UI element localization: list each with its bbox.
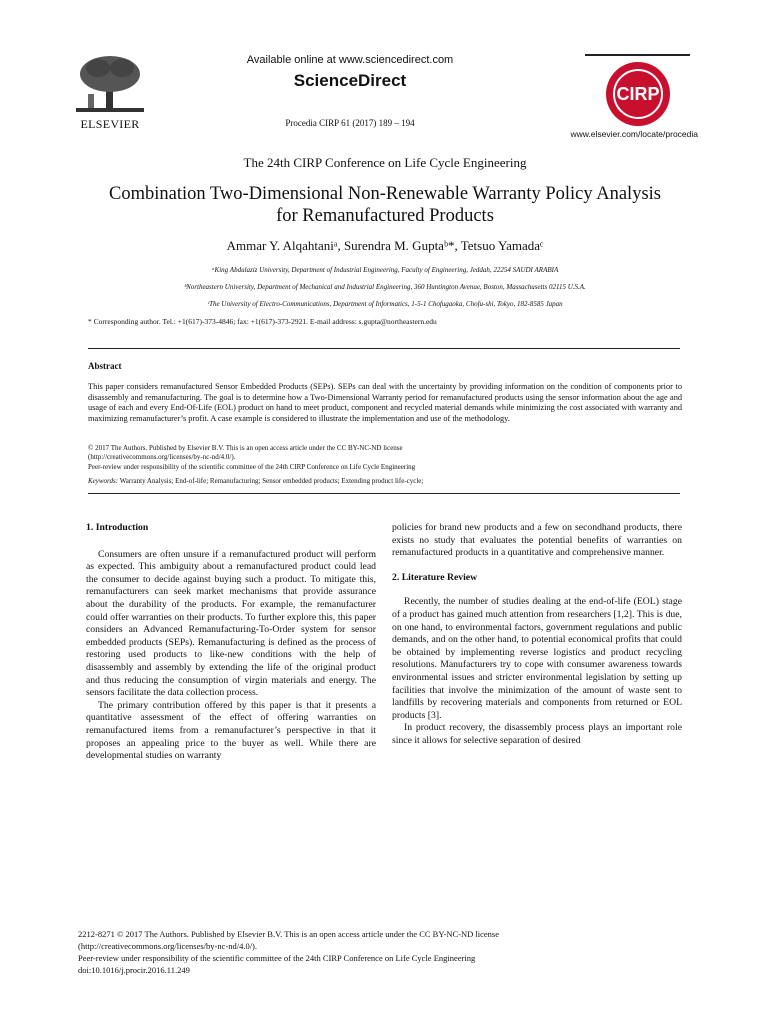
affiliation-a: ᵃKing Abdulaziz University, Department of Industrial Engineering, Faculty of Engineering, Jeddah, 22254 SAUDI ARABIA	[211, 266, 559, 274]
intro-paragraph-continued: policies for brand new products and a few on secondhand products, there exists no study that evaluates the potential benefits of warranties on remanufactured products in a quantitative and comprehensive manner.	[392, 522, 682, 559]
elsevier-tree-logo	[70, 54, 150, 116]
footer-peer-review: Peer-review under responsibility of the scientific committee of the 24th CIRP Conference on Life Cycle Engineering	[78, 953, 476, 963]
paper-title-line-1: Combination Two-Dimensional Non-Renewable Warranty Policy Analysis	[109, 184, 661, 204]
affiliation-c: ᶜThe University of Electro-Communications, Department of Informatics, 1-5-1 Chofugaoka, Chofu-shi, Tokyo, 182-8585 Japan	[207, 300, 563, 308]
abstract-heading: Abstract	[88, 361, 122, 371]
divider-top	[88, 348, 680, 349]
left-column	[86, 522, 376, 763]
abstract-text: This paper considers remanufactured Sensor Embedded Products (SEPs). SEPs can deal with the uncertainty by providing information on the condition of components prior to disassembly and remanufacturing. The goal is to determine how a Two-Dimensional Warranty period for remanufactured products using the sensor information about the age and usage of each and every End-Of-Life (EOL) product on hand to meet product, component and recycled material demands while minimizing the cost associated with warranty and maximizing remanufacturer’s profit. A case example is considered to illustrate the implementation and use of the methodology.	[88, 382, 682, 423]
journal-reference: Procedia CIRP 61 (2017) 189 – 194	[285, 118, 415, 128]
paper-title	[70, 183, 700, 227]
affiliation-b: ᵇNortheastern University, Department of Mechanical and Industrial Engineering, 360 Huntington Avenue, Boston, Massachusetts 02115 U.S.A.	[184, 283, 586, 291]
footer-doi[interactable]: doi:10.1016/j.procir.2016.11.249	[78, 965, 190, 975]
footer-issn-copyright: 2212-8271 © 2017 The Authors. Published by Elsevier B.V. This is an open access article under the CC BY-NC-ND license	[78, 929, 500, 939]
literature-paragraph-1: Recently, the number of studies dealing at the end-of-life (EOL) stage of a product has gained much attention from researchers [1,2]. This is due, on one hand, to environmental factors, government regulations and public demands, and on the other hand, to potential economical profits that could be obtained by implementing reverse logistics and product recycling resolutions. Manufacturers try to cope with consumer awareness towards environmental issues and stricter environmental legislation by setting up facilities that involve the minimization of the amount of waste sent to landfills by recovering materials and components from returned or EOL products [3].	[392, 596, 682, 721]
sciencedirect-logo-text: ScienceDirect	[293, 71, 407, 90]
footer	[78, 928, 678, 976]
elsevier-locate-url[interactable]: www.elsevier.com/locate/procedia	[570, 129, 698, 139]
copyright-line: © 2017 The Authors. Published by Elsevier B.V. This is an open access article under the CC BY-NC-ND license	[88, 444, 403, 452]
keywords-line	[88, 477, 682, 486]
intro-paragraph-2: The primary contribution offered by this paper is that it presents a quantitative assessment of the effect of offering warranties on remanufactured items from a remanufacturer’s perspective in that it proposes an appealing price to the buyer as well. While there are developmental studies on warranty	[86, 699, 376, 762]
footer-license-link[interactable]: (http://creativecommons.org/licenses/by-nc-nd/4.0/).	[78, 941, 258, 951]
author-list: Ammar Y. Alqahtaniᵃ, Surendra M. Guptaᵇ*, Tetsuo Yamadaᶜ	[226, 238, 544, 253]
section-heading-literature-review: 2. Literature Review	[392, 571, 478, 583]
license-link[interactable]: (http://creativecommons.org/licenses/by-nc-nd/4.0/).	[88, 453, 236, 461]
literature-paragraph-2: In product recovery, the disassembly process plays an important role since it allows for selective separation of desired	[392, 722, 682, 746]
keywords-label: Keywords:	[88, 477, 119, 485]
header-rule	[585, 54, 690, 56]
cirp-logo-text: CIRP	[616, 84, 660, 104]
cirp-logo	[604, 60, 672, 128]
intro-paragraph-1: Consumers are often unsure if a remanufactured product will perform as expected. This ambiguity about a remanufactured product could lead the consumer to decide against buying such a product. To mitigate this, remanufacturers can seek market mechanisms that provide assurance about the durability of the products. For example, the remanufacturer could offer warranties on their products. To further explore this, this paper considers an Advanced Remanufacturing-To-Order system for sensor embedded products (SEPs). Remanufacturing is defined as the process of restoring used products to like-new conditions with the help of disassembly and assembly by extending the life of the original product and thus reducing the consumption of virgin materials and energy. The sensors facilitate the data collection process.	[86, 548, 376, 699]
section-heading-introduction: 1. Introduction	[86, 522, 149, 533]
conference-name: The 24th CIRP Conference on Life Cycle Engineering	[243, 155, 527, 170]
keywords-text: Warranty Analysis; End-of-life; Remanufacturing; Sensor embedded products; Extending product life-cycle;	[119, 477, 424, 485]
elsevier-wordmark: ELSEVIER	[80, 117, 140, 131]
paper-title-line-2: for Remanufactured Products	[276, 206, 494, 226]
available-online-text: Available online at www.sciencedirect.com	[246, 54, 454, 66]
peer-review-line: Peer-review under responsibility of the scientific committee of the 24th CIRP Conference on Life Cycle Engineering	[88, 463, 416, 471]
corresponding-author: * Corresponding author. Tel.: +1(617)-373-4846; fax: +1(617)-373-2921. E-mail address: s.gupta@northeastern.edu	[88, 317, 437, 326]
right-column	[392, 522, 682, 748]
divider-bottom	[88, 493, 680, 494]
